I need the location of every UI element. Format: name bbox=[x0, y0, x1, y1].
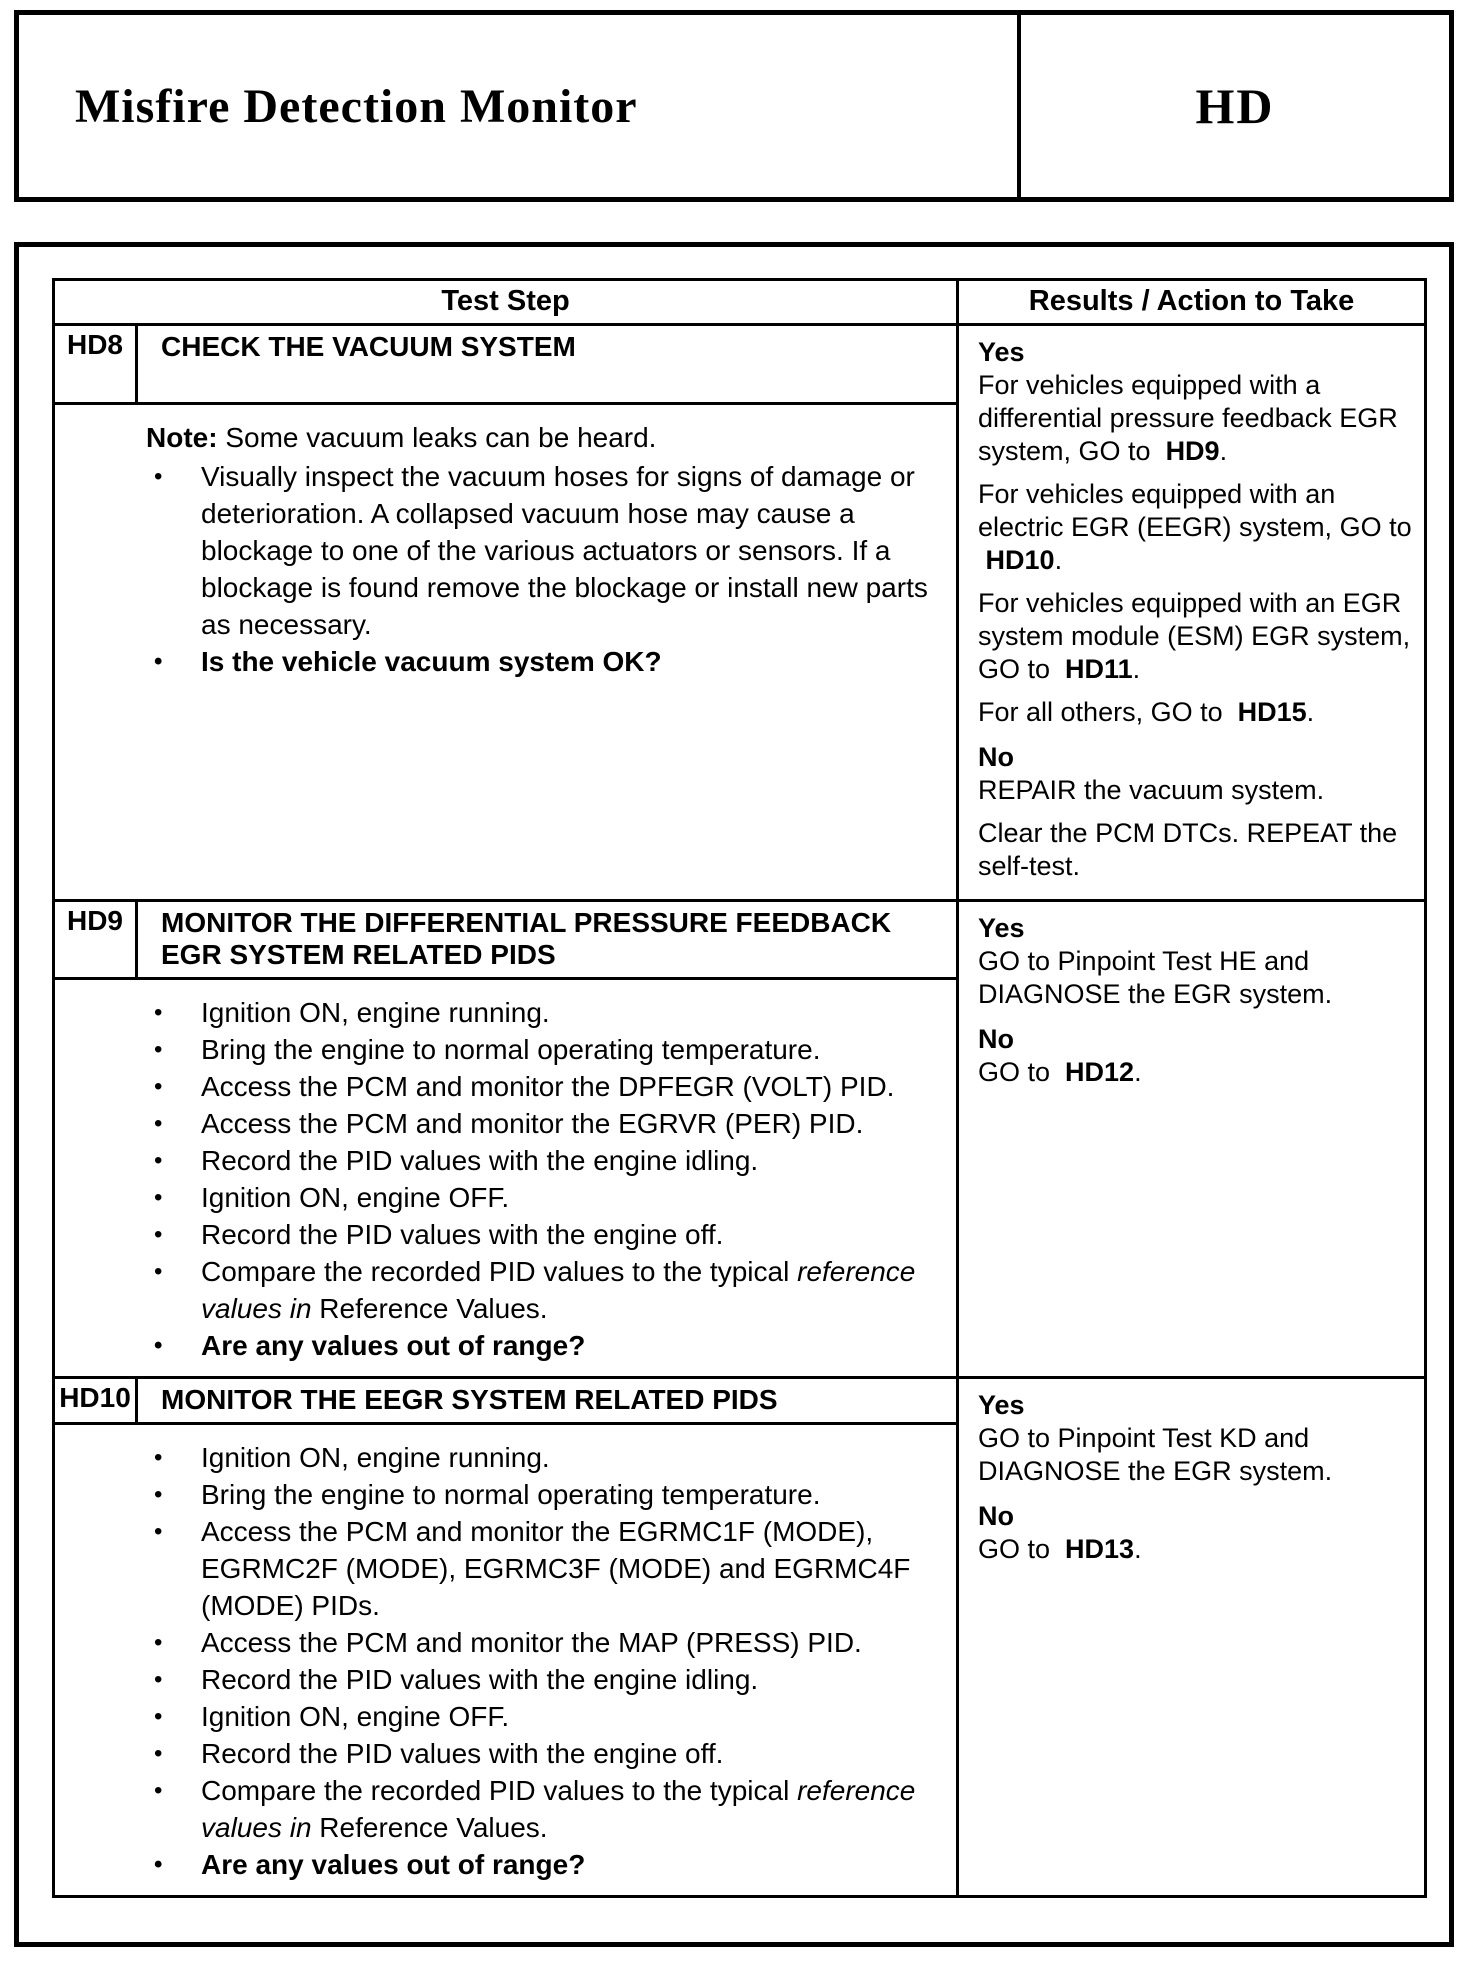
bullet-marker-icon: • bbox=[154, 1258, 163, 1285]
text-segment: Bring the engine to normal operating temperature. bbox=[201, 1034, 821, 1065]
text-segment: HD10 bbox=[985, 545, 1055, 575]
text-segment: Ignition ON, engine running. bbox=[201, 1442, 550, 1473]
step-title-cell: CHECK THE VACUUM SYSTEM bbox=[137, 325, 958, 404]
bullet-marker-icon: • bbox=[154, 1073, 163, 1100]
text-segment: Bring the engine to normal operating temperature. bbox=[201, 1479, 821, 1510]
text-segment: For vehicles equipped with an electric EGR (EEGR) system, GO to bbox=[978, 479, 1412, 575]
text-segment: reference values in bbox=[201, 1775, 916, 1843]
text-segment: GO to Pinpoint Test HE and DIAGNOSE the EGR system. bbox=[978, 946, 1333, 1009]
results-cell bbox=[958, 1378, 1426, 1897]
text-segment: HD13 bbox=[1065, 1534, 1135, 1564]
text-segment: Ignition ON, engine OFF. bbox=[201, 1701, 510, 1732]
results-paragraph bbox=[978, 1056, 1412, 1089]
text-segment: HD12 bbox=[1065, 1057, 1135, 1087]
bullet-text bbox=[201, 1772, 944, 1846]
results-label: No bbox=[978, 742, 1015, 772]
results-paragraph bbox=[978, 478, 1412, 577]
bullet-item bbox=[154, 1142, 944, 1179]
bullet-text bbox=[201, 1216, 944, 1253]
text-segment: For vehicles equipped with an EGR system module (ESM) EGR system, GO to bbox=[978, 588, 1411, 684]
bullet-text bbox=[201, 1179, 944, 1216]
bullet-marker-icon: • bbox=[154, 1481, 163, 1508]
bullet-item bbox=[154, 643, 944, 680]
text-segment: Record the PID values with the engine idling. bbox=[201, 1145, 759, 1176]
results-paragraph bbox=[978, 817, 1412, 883]
bullet-item bbox=[154, 1031, 944, 1068]
text-segment: GO to Pinpoint Test KD and DIAGNOSE the EGR system. bbox=[978, 1423, 1333, 1486]
bullet-item bbox=[154, 1772, 944, 1846]
results-paragraph bbox=[978, 945, 1412, 1011]
bullet-text bbox=[201, 1253, 944, 1327]
bullet-text bbox=[201, 1439, 944, 1476]
results-paragraph bbox=[978, 774, 1412, 807]
text-segment: GO to bbox=[978, 1534, 1066, 1564]
bullet-item bbox=[154, 1068, 944, 1105]
document-header bbox=[14, 10, 1454, 202]
step-title-cell: MONITOR THE EEGR SYSTEM RELATED PIDS bbox=[137, 1378, 958, 1424]
text-segment: Are any values out of range? bbox=[201, 1849, 586, 1880]
bullet-text bbox=[201, 1476, 944, 1513]
bullet-item bbox=[154, 1216, 944, 1253]
document-title-cell bbox=[19, 15, 1017, 197]
bullet-text bbox=[201, 1142, 944, 1179]
text-segment: Ignition ON, engine OFF. bbox=[201, 1182, 510, 1213]
bullet-marker-icon: • bbox=[154, 1184, 163, 1211]
bullet-item bbox=[154, 1735, 944, 1772]
bullet-text bbox=[201, 1327, 944, 1364]
note-text bbox=[146, 419, 944, 456]
text-segment: . bbox=[1134, 1534, 1142, 1564]
bullet-marker-icon: • bbox=[154, 1444, 163, 1471]
text-segment: Visually inspect the vacuum hoses for signs of damage or deterioration. A collapsed vacuum hose may cause a blockage to one of the various actuators or sensors. If a blockage is found remove the blockage or install new parts as necessary. bbox=[201, 460, 928, 640]
bullet-text bbox=[201, 1846, 944, 1883]
text-segment: HD15 bbox=[1237, 697, 1307, 727]
text-segment: Access the PCM and monitor the DPFEGR (VOLT) PID. bbox=[201, 1071, 895, 1102]
bullet-marker-icon: • bbox=[154, 462, 163, 490]
page-title: Misfire Detection Monitor bbox=[75, 79, 638, 133]
text-segment: Compare the recorded PID values to the typical bbox=[201, 1256, 798, 1287]
document-code-cell bbox=[1017, 15, 1449, 197]
results-cell bbox=[958, 901, 1426, 1378]
bullet-marker-icon: • bbox=[154, 1221, 163, 1248]
section-code: HD bbox=[1195, 78, 1275, 134]
step-body-cell bbox=[54, 979, 958, 1378]
bullet-list bbox=[146, 458, 944, 680]
bullet-marker-icon: • bbox=[154, 1666, 163, 1693]
text-segment: HD11 bbox=[1065, 654, 1133, 684]
text-segment: reference values in bbox=[201, 1256, 916, 1324]
results-label: No bbox=[978, 1501, 1015, 1531]
text-segment: Ignition ON, engine running. bbox=[201, 997, 550, 1028]
bullet-marker-icon: • bbox=[154, 1740, 163, 1767]
step-title-row bbox=[54, 325, 1426, 404]
bullet-item bbox=[154, 1846, 944, 1883]
bullet-text bbox=[201, 1735, 944, 1772]
results-label: No bbox=[978, 1024, 1015, 1054]
text-segment: Reference Values. bbox=[311, 1812, 548, 1843]
bullet-marker-icon: • bbox=[154, 1851, 163, 1878]
bullet-marker-icon: • bbox=[154, 1703, 163, 1730]
results-paragraph bbox=[978, 696, 1412, 729]
column-header-test-step: Test Step bbox=[54, 280, 958, 325]
bullet-marker-icon: • bbox=[154, 1147, 163, 1174]
bullet-list bbox=[146, 994, 944, 1364]
text-segment: Access the PCM and monitor the EGRVR (PER) PID. bbox=[201, 1108, 864, 1139]
bullet-text bbox=[201, 1031, 944, 1068]
step-id-cell: HD9 bbox=[54, 901, 137, 979]
test-step-table bbox=[52, 278, 1427, 1898]
bullet-item bbox=[154, 1327, 944, 1364]
bullet-marker-icon: • bbox=[154, 999, 163, 1026]
bullet-marker-icon: • bbox=[154, 1332, 163, 1359]
bullet-marker-icon: • bbox=[154, 1777, 163, 1804]
results-label: Yes bbox=[978, 337, 1025, 367]
text-segment: GO to bbox=[978, 1057, 1066, 1087]
text-segment: Is the vehicle vacuum system OK? bbox=[201, 645, 662, 677]
bullet-item bbox=[154, 1698, 944, 1735]
step-body-cell bbox=[54, 1424, 958, 1897]
bullet-text bbox=[201, 1068, 944, 1105]
text-segment: HD9 bbox=[1165, 436, 1220, 466]
text-segment: Access the PCM and monitor the MAP (PRESS) PID. bbox=[201, 1627, 862, 1658]
bullet-item bbox=[154, 994, 944, 1031]
text-segment: . bbox=[1306, 697, 1315, 727]
bullet-item bbox=[154, 1476, 944, 1513]
bullet-list bbox=[146, 1439, 944, 1883]
bullet-marker-icon: • bbox=[154, 1518, 163, 1545]
bullet-item bbox=[154, 458, 944, 643]
text-segment: Note: bbox=[146, 421, 218, 453]
text-segment: Access the PCM and monitor the EGRMC1F (MODE), EGRMC2F (MODE), EGRMC3F (MODE) and EGRMC4F (MODE) PIDs. bbox=[201, 1516, 911, 1621]
step-title-row bbox=[54, 901, 1426, 979]
bullet-text bbox=[201, 1105, 944, 1142]
text-segment: For all others, GO to bbox=[978, 697, 1238, 727]
bullet-item bbox=[154, 1105, 944, 1142]
bullet-item bbox=[154, 1661, 944, 1698]
step-title-row bbox=[54, 1378, 1426, 1424]
results-paragraph bbox=[978, 1422, 1412, 1488]
bullet-item bbox=[154, 1439, 944, 1476]
results-cell bbox=[958, 325, 1426, 901]
step-id-cell: HD10 bbox=[54, 1378, 137, 1424]
text-segment: Record the PID values with the engine idling. bbox=[201, 1664, 759, 1695]
step-id-cell: HD8 bbox=[54, 325, 137, 404]
step-title-cell: MONITOR THE DIFFERENTIAL PRESSURE FEEDBACK EGR SYSTEM RELATED PIDS bbox=[137, 901, 958, 979]
bullet-text bbox=[201, 1661, 944, 1698]
bullet-marker-icon: • bbox=[154, 1110, 163, 1137]
text-segment: Reference Values. bbox=[311, 1293, 548, 1324]
bullet-item bbox=[154, 1253, 944, 1327]
text-segment: . bbox=[1219, 436, 1228, 466]
text-segment: Clear the PCM DTCs. REPEAT the self-test. bbox=[978, 818, 1398, 881]
bullet-marker-icon: • bbox=[154, 1629, 163, 1656]
content-box bbox=[14, 242, 1454, 1947]
results-paragraph bbox=[978, 369, 1412, 468]
text-segment: REPAIR the vacuum system. bbox=[978, 775, 1325, 805]
bullet-marker-icon: • bbox=[154, 1036, 163, 1063]
bullet-text bbox=[201, 1624, 944, 1661]
bullet-text bbox=[201, 1513, 944, 1624]
bullet-text bbox=[201, 1698, 944, 1735]
table-header bbox=[54, 280, 1426, 325]
test-table-body bbox=[54, 325, 1426, 1897]
text-segment: . bbox=[1132, 654, 1141, 684]
text-segment: Are any values out of range? bbox=[201, 1330, 586, 1361]
text-segment: Some vacuum leaks can be heard. bbox=[217, 421, 657, 453]
text-segment: Compare the recorded PID values to the typical bbox=[201, 1775, 798, 1806]
bullet-text bbox=[201, 458, 944, 643]
step-body-cell bbox=[54, 403, 958, 900]
bullet-item bbox=[154, 1179, 944, 1216]
bullet-text bbox=[201, 643, 944, 680]
results-label: Yes bbox=[978, 1390, 1025, 1420]
text-segment: Record the PID values with the engine off. bbox=[201, 1219, 724, 1250]
results-paragraph bbox=[978, 587, 1412, 686]
bullet-marker-icon: • bbox=[154, 647, 163, 675]
bullet-text bbox=[201, 994, 944, 1031]
column-header-results: Results / Action to Take bbox=[958, 280, 1426, 325]
text-segment: . bbox=[1134, 1057, 1142, 1087]
bullet-item bbox=[154, 1624, 944, 1661]
text-segment: For vehicles equipped with a differential pressure feedback EGR system, GO to bbox=[978, 370, 1398, 466]
results-label: Yes bbox=[978, 913, 1025, 943]
text-segment: Record the PID values with the engine off. bbox=[201, 1738, 724, 1769]
bullet-item bbox=[154, 1513, 944, 1624]
text-segment: . bbox=[1054, 545, 1063, 575]
results-paragraph bbox=[978, 1533, 1412, 1566]
